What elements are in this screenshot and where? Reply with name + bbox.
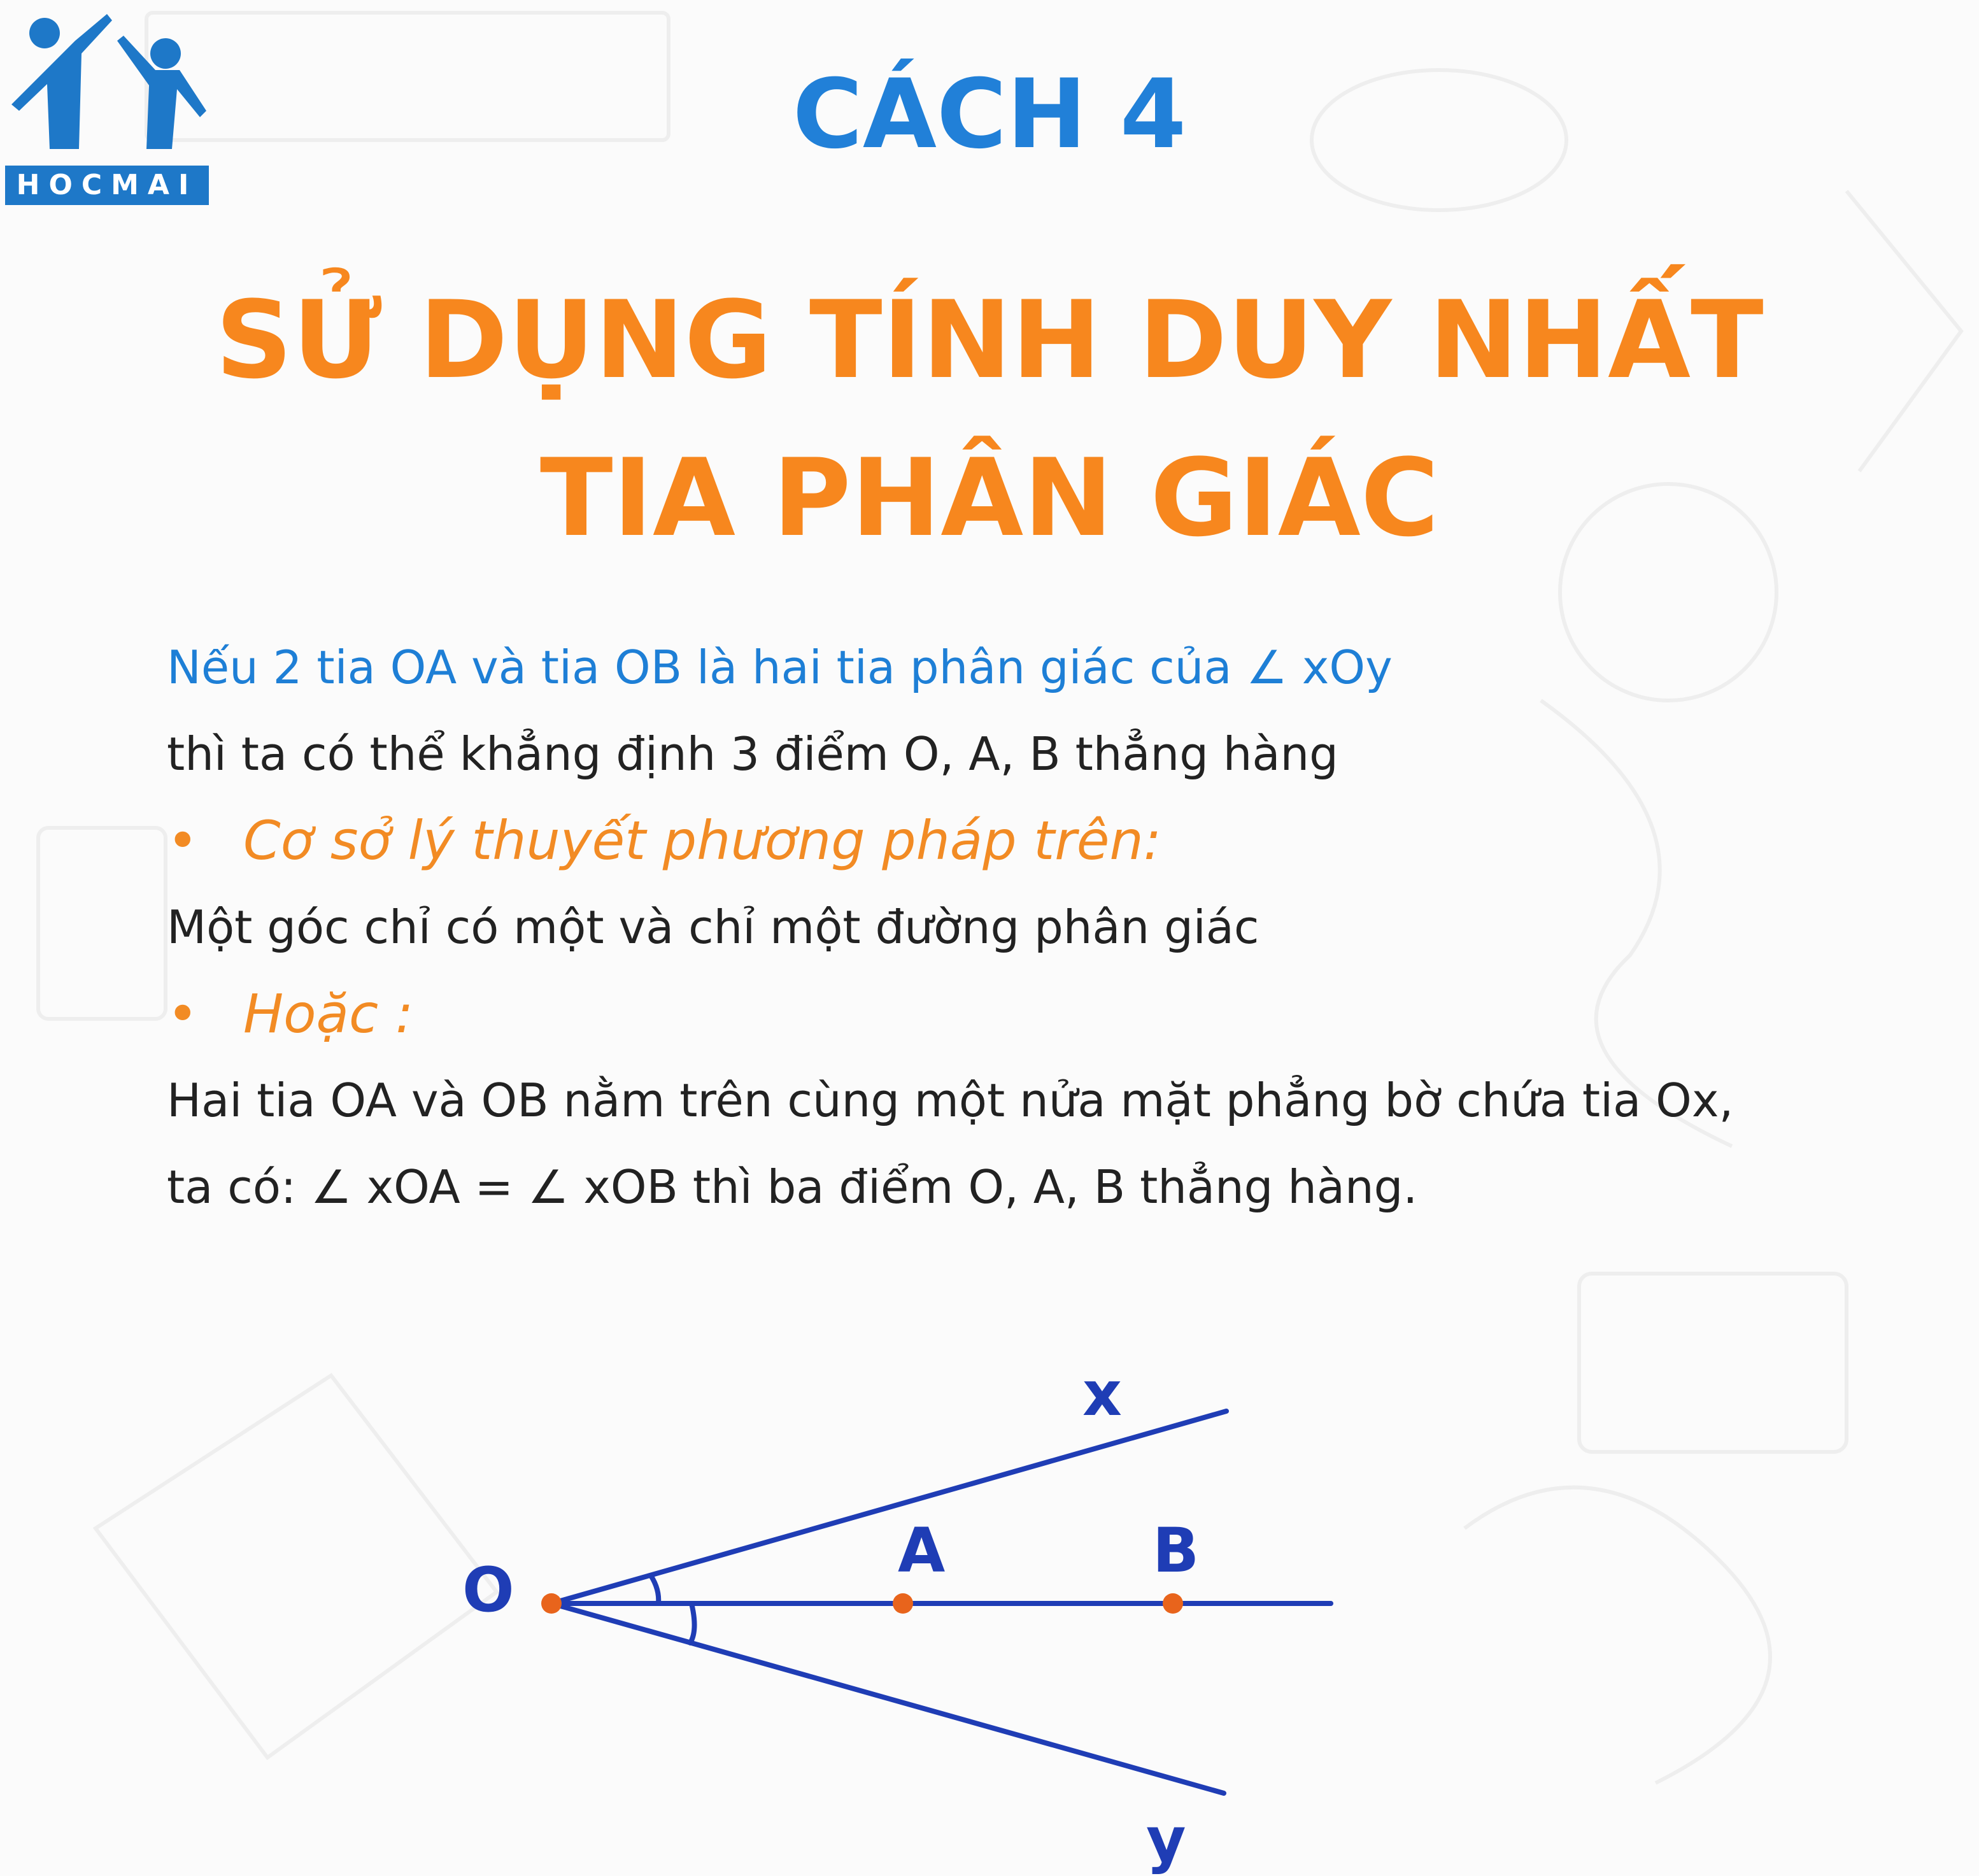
theory-line: Một góc chỉ có một và chỉ một đường phân giác xyxy=(167,900,1259,954)
ray-oy xyxy=(551,1603,1224,1793)
label-x: x xyxy=(1082,1358,1122,1430)
angle-arc-lower xyxy=(690,1603,695,1643)
label-y: y xyxy=(1146,1804,1186,1875)
alternative-line-2: ta có: ∠ xOA = ∠ xOB thì ba điểm O, A, B thẳng hàng. xyxy=(167,1160,1418,1214)
statement-line-2: thì ta có thể khẳng định 3 điểm O, A, B thẳng hàng xyxy=(167,727,1338,781)
alternative-line-1: Hai tia OA và OB nằm trên cùng một nửa mặt phẳng bờ chứa tia Ox, xyxy=(167,1074,1734,1127)
method-number-heading: CÁCH 4 xyxy=(792,59,1187,170)
label-a: A xyxy=(898,1515,946,1586)
point-o xyxy=(541,1593,562,1614)
bullet-alternative-label: Hoặc : xyxy=(243,983,414,1045)
label-b: B xyxy=(1153,1515,1200,1586)
statement-line-1: Nếu 2 tia OA và tia OB là hai tia phân giác của ∠ xOy xyxy=(167,641,1393,694)
point-b xyxy=(1163,1593,1183,1614)
label-o: O xyxy=(462,1554,514,1626)
bullet-dot-icon: • xyxy=(167,809,199,872)
bullet-theory-label: Cơ sở lý thuyết phương pháp trên: xyxy=(243,809,1161,872)
point-a xyxy=(893,1593,913,1614)
angle-arc-upper xyxy=(651,1575,658,1603)
logo-wordmark: HOCMAI xyxy=(5,166,209,205)
title-line-1: SỬ DỤNG TÍNH DUY NHẤT xyxy=(215,278,1764,402)
title-line-2: TIA PHÂN GIÁC xyxy=(539,436,1440,560)
bullet-dot-icon: • xyxy=(167,983,199,1045)
